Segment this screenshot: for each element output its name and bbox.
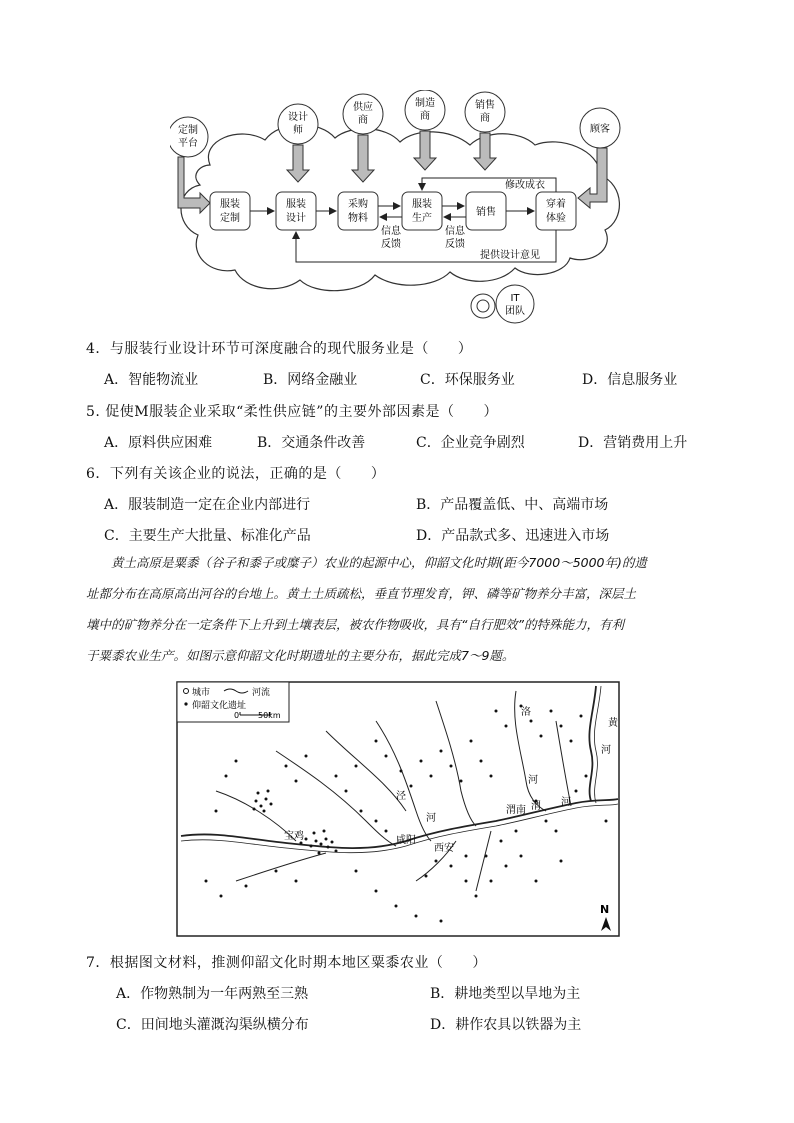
q5-option-c[interactable]: C．企业竞争剧烈 — [416, 435, 525, 451]
svg-text:设计: 设计 — [286, 213, 306, 224]
q6-stem: 6．下列有关该企业的说法，正确的是（ ） — [86, 466, 386, 482]
label-design-advice: 提供设计意见 — [480, 250, 540, 261]
label-modify: 修改成衣 — [505, 180, 545, 191]
input-制造商 — [405, 90, 445, 130]
svg-text:商: 商 — [480, 113, 490, 124]
svg-text:设计: 设计 — [288, 112, 308, 123]
svg-text:生产: 生产 — [412, 213, 432, 224]
svg-text:团队: 团队 — [505, 306, 525, 317]
svg-text:河: 河 — [561, 797, 571, 808]
svg-text:销售: 销售 — [475, 100, 495, 111]
passage-line-4: 于粟黍农业生产。如图示意仰韶文化时期遗址的主要分布，据此完成7～9题。 — [86, 648, 515, 663]
svg-text:50km: 50km — [258, 711, 281, 720]
q6-option-a[interactable]: A．服装制造一定在企业内部进行 — [104, 497, 311, 513]
q7-option-b[interactable]: B．耕地类型以旱地为主 — [430, 986, 581, 1002]
svg-text:服装: 服装 — [220, 199, 240, 210]
svg-text:仰韶文化遗址: 仰韶文化遗址 — [192, 701, 247, 711]
q7-option-d[interactable]: D．耕作农具以铁器为主 — [430, 1017, 582, 1033]
svg-text:河: 河 — [601, 745, 611, 756]
q4-option-a[interactable]: A．智能物流业 — [104, 372, 199, 388]
input-设计师 — [278, 104, 318, 144]
q6-option-b[interactable]: B．产品覆盖低、中、高端市场 — [416, 497, 609, 513]
svg-text:0: 0 — [234, 711, 240, 720]
label-feedback-2b: 反馈 — [445, 239, 465, 250]
map-legend — [177, 682, 289, 722]
svg-text:洛: 洛 — [521, 707, 531, 718]
svg-text:穿着: 穿着 — [546, 199, 566, 210]
svg-text:IT: IT — [510, 293, 520, 304]
svg-text:河流: 河流 — [252, 688, 271, 698]
label-feedback-1b: 反馈 — [381, 239, 401, 250]
q4-stem: 4．与服装行业设计环节可深度融合的现代服务业是（ ） — [86, 341, 473, 357]
q4-option-c[interactable]: C．环保服务业 — [420, 372, 515, 388]
svg-text:物料: 物料 — [348, 213, 368, 224]
svg-text:咸阳: 咸阳 — [396, 835, 416, 846]
svg-text:商: 商 — [420, 111, 430, 122]
svg-text:采购: 采购 — [348, 199, 368, 210]
svg-text:制造: 制造 — [415, 98, 435, 109]
svg-text:河: 河 — [426, 813, 436, 824]
svg-text:顾客: 顾客 — [590, 124, 610, 135]
q5-option-b[interactable]: B．交通条件改善 — [257, 435, 366, 451]
svg-text:宝鸡: 宝鸡 — [284, 831, 304, 842]
supply-chain-diagram — [170, 90, 630, 325]
svg-text:服装: 服装 — [286, 199, 306, 210]
svg-text:渭: 渭 — [531, 801, 541, 812]
input-定制平台 — [170, 117, 208, 157]
q4-option-b[interactable]: B．网络金融业 — [263, 372, 358, 388]
label-feedback-2a: 信息 — [445, 226, 465, 237]
q5-option-a[interactable]: A．原料供应困难 — [104, 435, 213, 451]
q5-stem: 5. 促使M服装企业采取“柔性供应链”的主要外部因素是（ ） — [86, 404, 498, 420]
q6-option-d[interactable]: D．产品款式多、迅速进入市场 — [416, 528, 610, 544]
q7-option-c[interactable]: C．田间地头灌溉沟渠纵横分布 — [116, 1017, 309, 1033]
label-feedback-1a: 信息 — [381, 226, 401, 237]
passage — [86, 547, 647, 671]
svg-text:渭南: 渭南 — [506, 805, 526, 816]
passage-line-1: 黄土高原是粟黍（谷子和黍子或糜子）农业的起源中心，仰韶文化时期(距今7000～5000年)的遗 — [86, 555, 647, 570]
svg-text:河: 河 — [528, 775, 538, 786]
svg-text:商: 商 — [358, 115, 368, 126]
svg-text:供应: 供应 — [353, 102, 373, 113]
svg-text:师: 师 — [293, 125, 303, 136]
svg-text:销售: 销售 — [476, 207, 496, 218]
q5-option-d[interactable]: D．营销费用上升 — [578, 435, 688, 451]
svg-text:体验: 体验 — [546, 213, 566, 224]
svg-text:城市: 城市 — [192, 688, 211, 698]
svg-text:N: N — [600, 903, 610, 916]
svg-text:黄: 黄 — [608, 718, 618, 729]
svg-text:平台: 平台 — [178, 138, 198, 149]
svg-text:定制: 定制 — [178, 125, 198, 136]
q7-option-a[interactable]: A．作物熟制为一年两熟至三熟 — [116, 986, 309, 1002]
site-distribution-map — [176, 681, 620, 937]
passage-line-2: 址都分布在高原高出河谷的台地上。黄土土质疏松，垂直节理发育，钾、磷等矿物养分丰富，深层土 — [86, 586, 637, 601]
svg-text:西安: 西安 — [434, 843, 454, 854]
svg-text:服装: 服装 — [412, 199, 432, 210]
q4-option-d[interactable]: D．信息服务业 — [582, 372, 678, 388]
q7-stem: 7．根据图文材料，推测仰韶文化时期本地区粟黍农业（ ） — [86, 955, 487, 971]
input-顾客 — [580, 108, 620, 148]
svg-text:泾: 泾 — [396, 791, 406, 802]
it-team — [471, 285, 534, 323]
q6-option-c[interactable]: C．主要生产大批量、标准化产品 — [104, 528, 311, 544]
input-销售商 — [465, 92, 505, 132]
svg-text:定制: 定制 — [220, 213, 240, 224]
passage-line-3: 壤中的矿物养分在一定条件下上升到土壤表层，被农作物吸收，具有“自行肥效”的特殊能力，有利 — [86, 617, 624, 632]
input-供应商 — [343, 94, 383, 134]
